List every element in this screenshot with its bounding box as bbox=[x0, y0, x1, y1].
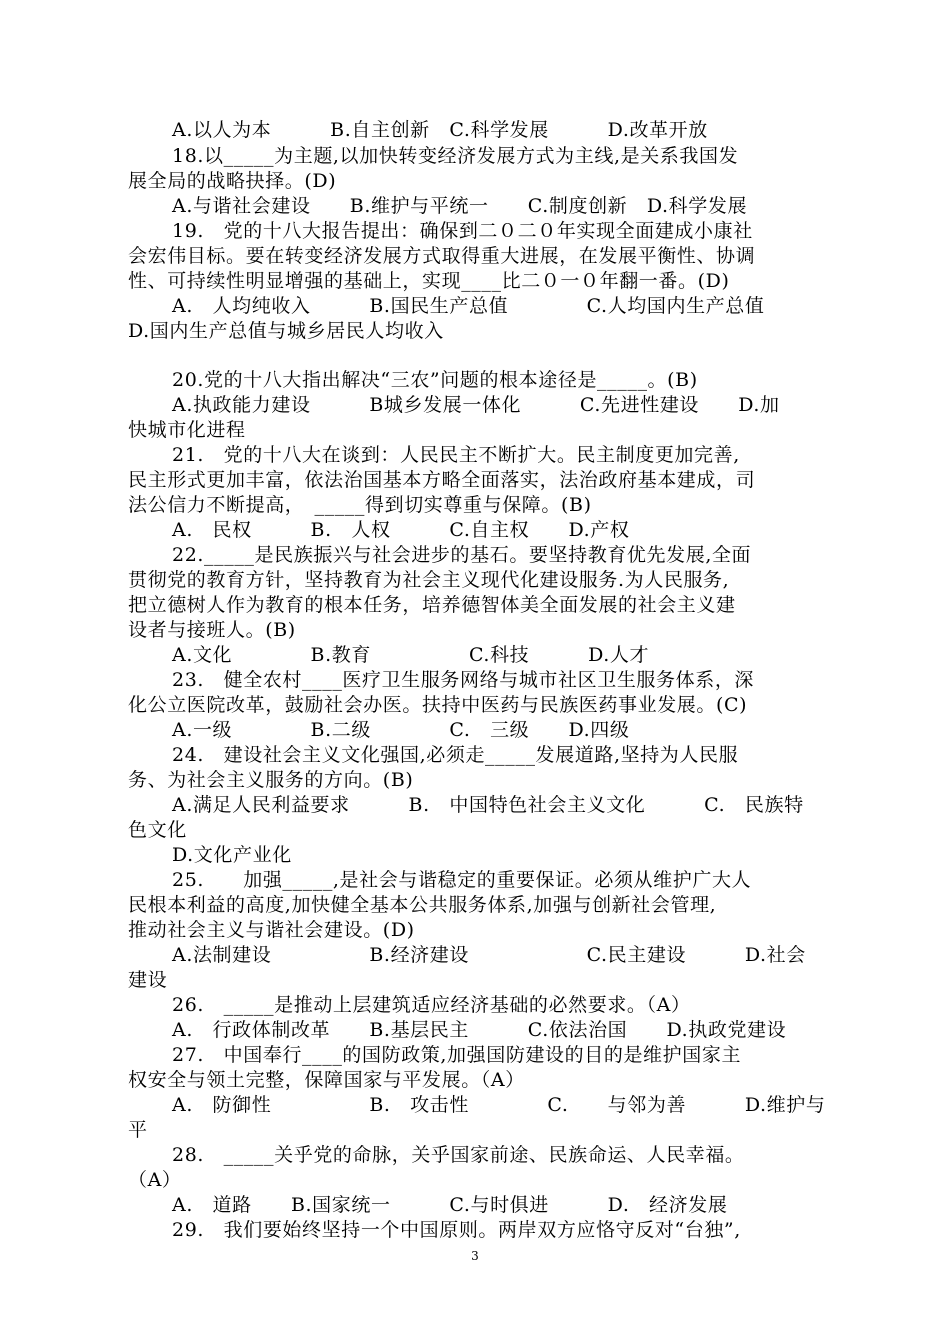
question-28-answer: （A） bbox=[128, 1169, 182, 1191]
answer-options-q19-cont: D.国内生产总值与城乡居民人均收入 bbox=[128, 320, 444, 342]
question-25-cont: 推动社会主义与谐社会建设。(D) bbox=[128, 919, 415, 941]
question-19-cont: 会宏伟目标。要在转变经济发展方式取得重大进展，在发展平衡性、协调 bbox=[128, 245, 756, 267]
question-26: 26. _____是推动上层建筑适应经济基础的必然要求。（A） bbox=[172, 994, 691, 1016]
answer-options-q24: A.满足人民利益要求 B. 中国特色社会主义文化 C. 民族特 bbox=[172, 794, 804, 816]
answer-options-q18: A.与谐社会建设 B.维护与平统一 C.制度创新 D.科学发展 bbox=[172, 195, 748, 217]
answer-options-q20: A.执政能力建设 B城乡发展一体化 C.先进性建设 D.加 bbox=[172, 394, 780, 416]
answer-options-q27-cont: 平 bbox=[128, 1119, 148, 1141]
question-19-cont: 性、可持续性明显增强的基础上，实现____比二０一０年翻一番。(D) bbox=[128, 270, 730, 292]
answer-options-q17: A.以人为本 B.自主创新 C.科学发展 D.改革开放 bbox=[172, 119, 708, 141]
answer-options-q20-cont: 快城市化进程 bbox=[128, 419, 246, 441]
question-19: 19. 党的十八大报告提出：确保到二０二０年实现全面建成小康社 bbox=[172, 220, 753, 242]
page-number: 3 bbox=[471, 1249, 479, 1263]
question-18-cont: 展全局的战略抉择。(D) bbox=[128, 170, 337, 192]
answer-options-q23: A.一级 B.二级 C. 三级 D.四级 bbox=[172, 719, 630, 741]
question-21-cont: 民主形式更加丰富，依法治国基本方略全面落实，法治政府基本建成，司 bbox=[128, 469, 756, 491]
answer-options-q27: A. 防御性 B. 攻击性 C. 与邻为善 D.维护与 bbox=[172, 1094, 826, 1116]
question-22: 22._____是民族振兴与社会进步的基石。要坚持教育优先发展,全面 bbox=[172, 544, 752, 566]
question-29: 29. 我们要始终坚持一个中国原则。两岸双方应恪守反对“台独”, bbox=[172, 1219, 741, 1241]
answer-options-q19: A. 人均纯收入 B.国民生产总值 C.人均国内生产总值 bbox=[172, 295, 765, 317]
answer-options-q25-cont: 建设 bbox=[128, 969, 168, 991]
answer-options-q24-d: D.文化产业化 bbox=[172, 844, 292, 866]
question-22-cont: 设者与接班人。(B) bbox=[128, 619, 296, 641]
question-22-cont: 贯彻党的教育方针，坚持教育为社会主义现代化建设服务.为人民服务, bbox=[128, 569, 730, 591]
question-20: 20.党的十八大指出解决“三农”问题的根本途径是_____。(B) bbox=[172, 369, 698, 391]
question-22-cont: 把立德树人作为教育的根本任务，培养德智体美全面发展的社会主义建 bbox=[128, 594, 736, 616]
question-27-cont: 权安全与领土完整，保障国家与平发展。（A） bbox=[128, 1069, 525, 1091]
question-25-cont: 民根本利益的高度,加快健全基本公共服务体系,加强与创新社会管理, bbox=[128, 894, 717, 916]
question-23: 23. 健全农村____医疗卫生服务网络与城市社区卫生服务体系，深 bbox=[172, 669, 755, 691]
question-24-cont: 务、为社会主义服务的方向。(B) bbox=[128, 769, 414, 791]
answer-options-q21: A. 民权 B. 人权 C.自主权 D.产权 bbox=[172, 519, 630, 541]
answer-options-q28: A. 道路 B.国家统一 C.与时俱进 D. 经济发展 bbox=[172, 1194, 728, 1216]
answer-options-q26: A. 行政体制改革 B.基层民主 C.依法治国 D.执政党建设 bbox=[172, 1019, 787, 1041]
answer-options-q22: A.文化 B.教育 C.科技 D.人才 bbox=[172, 644, 650, 666]
question-18: 18.以_____为主题,以加快转变经济发展方式为主线,是关系我国发 bbox=[172, 145, 739, 167]
answer-options-q24-cont: 色文化 bbox=[128, 819, 187, 841]
question-23-cont: 化公立医院改革，鼓励社会办医。扶持中医药与民族医药事业发展。(C) bbox=[128, 694, 748, 716]
question-21-cont: 法公信力不断提高， _____得到切实尊重与保障。(B) bbox=[128, 494, 592, 516]
question-27: 27. 中国奉行____的国防政策,加强国防建设的目的是维护国家主 bbox=[172, 1044, 742, 1066]
question-28: 28. _____关乎党的命脉，关乎国家前途、民族命运、人民幸福。 bbox=[172, 1144, 745, 1166]
question-21: 21. 党的十八大在谈到：人民民主不断扩大。民主制度更加完善, bbox=[172, 444, 740, 466]
question-25: 25. 加强_____,是社会与谐稳定的重要保证。必须从维护广大人 bbox=[172, 869, 752, 891]
question-24: 24. 建设社会主义文化强国,必须走_____发展道路,坚持为人民服 bbox=[172, 744, 739, 766]
answer-options-q25: A.法制建设 B.经济建设 C.民主建设 D.社会 bbox=[172, 944, 806, 966]
